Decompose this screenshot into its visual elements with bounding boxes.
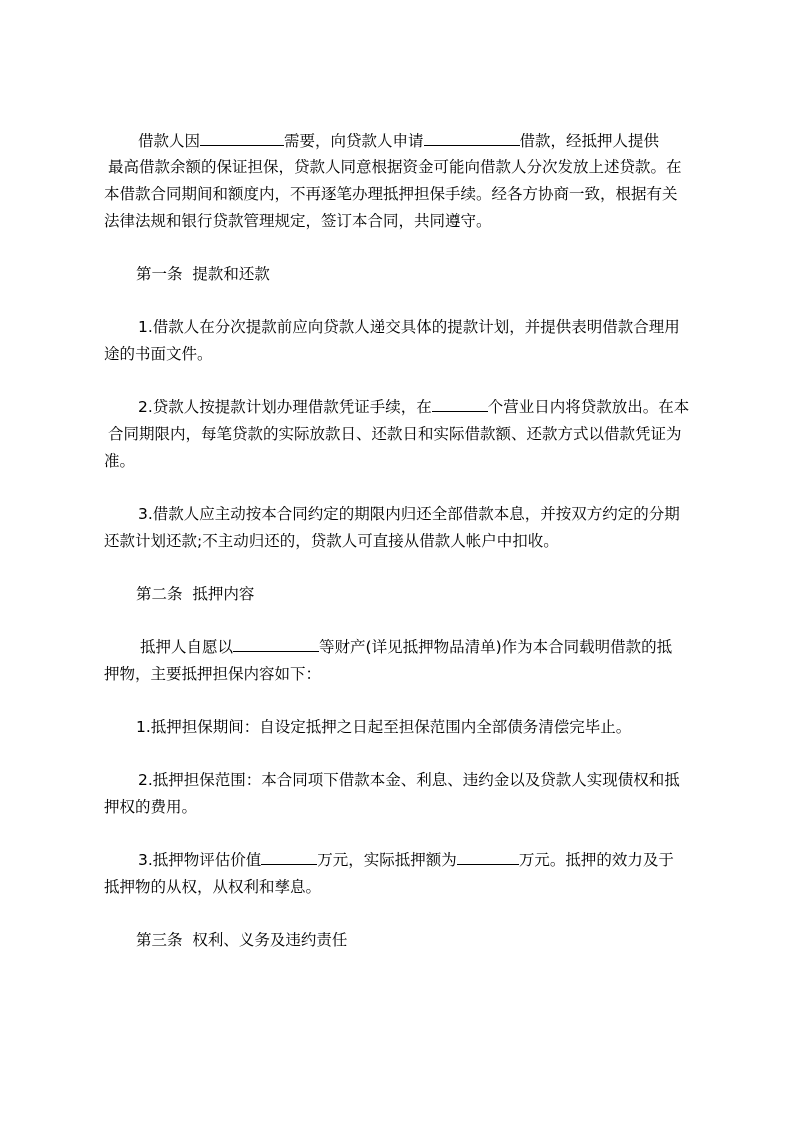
intro-text-a: 借款人因 [138,132,201,150]
art2-p3-text-c: 万元。抵押的效力及于 [518,851,674,869]
art2-p3-text-b: 万元，实际抵押额为 [317,851,457,869]
intro-text-c: 借款，经抵押人提供 [519,132,660,150]
blank-purpose[interactable] [200,131,284,146]
art2-p0-text-b: 等财产(详见抵押物品清单)作为本合同载明借款的抵 [319,638,673,656]
article-3-title: 第三条 权利、义务及违约责任 [136,931,348,949]
art1-p1-line-2: 途的书面文件。 [104,345,213,363]
blank-mortgage-amount[interactable] [457,850,519,865]
art2-p0-line-1 [140,637,672,657]
blank-business-days[interactable] [432,397,488,412]
article-2-title: 第二条 抵押内容 [136,585,255,603]
art2-p3-text-a: 3.抵押物评估价值 [138,851,262,869]
art1-p2-line-3: 准。 [104,452,136,470]
blank-collateral[interactable] [233,637,319,652]
art1-p2-text-b: 个营业日内将贷款放出。在本 [487,398,690,416]
blank-loan-amount[interactable] [424,131,520,146]
art1-p2-line-2: 合同期限内，每笔贷款的实际放款日、还款日和实际借款额、还款方式以借款凭证为 [108,425,682,443]
art1-p3-line-2: 还款计划还款;不主动归还的，贷款人可直接从借款人帐户中扣收。 [104,532,559,550]
art2-p0-line-2: 押物，主要抵押担保内容如下： [104,665,322,683]
article-1-title: 第一条 提款和还款 [136,265,270,283]
intro-text-b: 需要，向贷款人申请 [284,132,424,150]
blank-appraised-value[interactable] [261,850,317,865]
art1-p2-text-a: 2.贷款人按提款计划办理借款凭证手续，在 [138,398,432,416]
art1-p2-line-1 [138,397,689,417]
intro-line-3: 本借款合同期间和额度内，不再逐笔办理抵押担保手续。经各方协商一致，根据有关 [104,185,678,203]
art2-p1-line-1: 1.抵押担保期间：自设定抵押之日起至担保范围内全部债务清偿完毕止。 [136,718,632,736]
art2-p2-line-1: 2.抵押担保范围：本合同项下借款本金、利息、违约金以及贷款人实现债权和抵 [138,771,680,789]
art2-p2-line-2: 押权的费用。 [104,798,198,816]
intro-line-4: 法律法规和银行贷款管理规定，签订本合同，共同遵守。 [104,212,492,230]
intro-line-1 [138,131,659,151]
art1-p3-line-1: 3.借款人应主动按本合同约定的期限内归还全部借款本息，并按双方约定的分期 [138,505,680,523]
art2-p3-line-1 [138,850,674,870]
intro-line-2: 最高借款余额的保证担保，贷款人同意根据资金可能向借款人分次发放上述贷款。在 [108,158,682,176]
art1-p1-line-1: 1.借款人在分次提款前应向贷款人递交具体的提款计划，并提供表明借款合理用 [138,318,680,336]
art2-p3-line-2: 抵押物的从权，从权利和孳息。 [104,878,322,896]
art2-p0-text-a: 抵押人自愿以 [140,638,234,656]
